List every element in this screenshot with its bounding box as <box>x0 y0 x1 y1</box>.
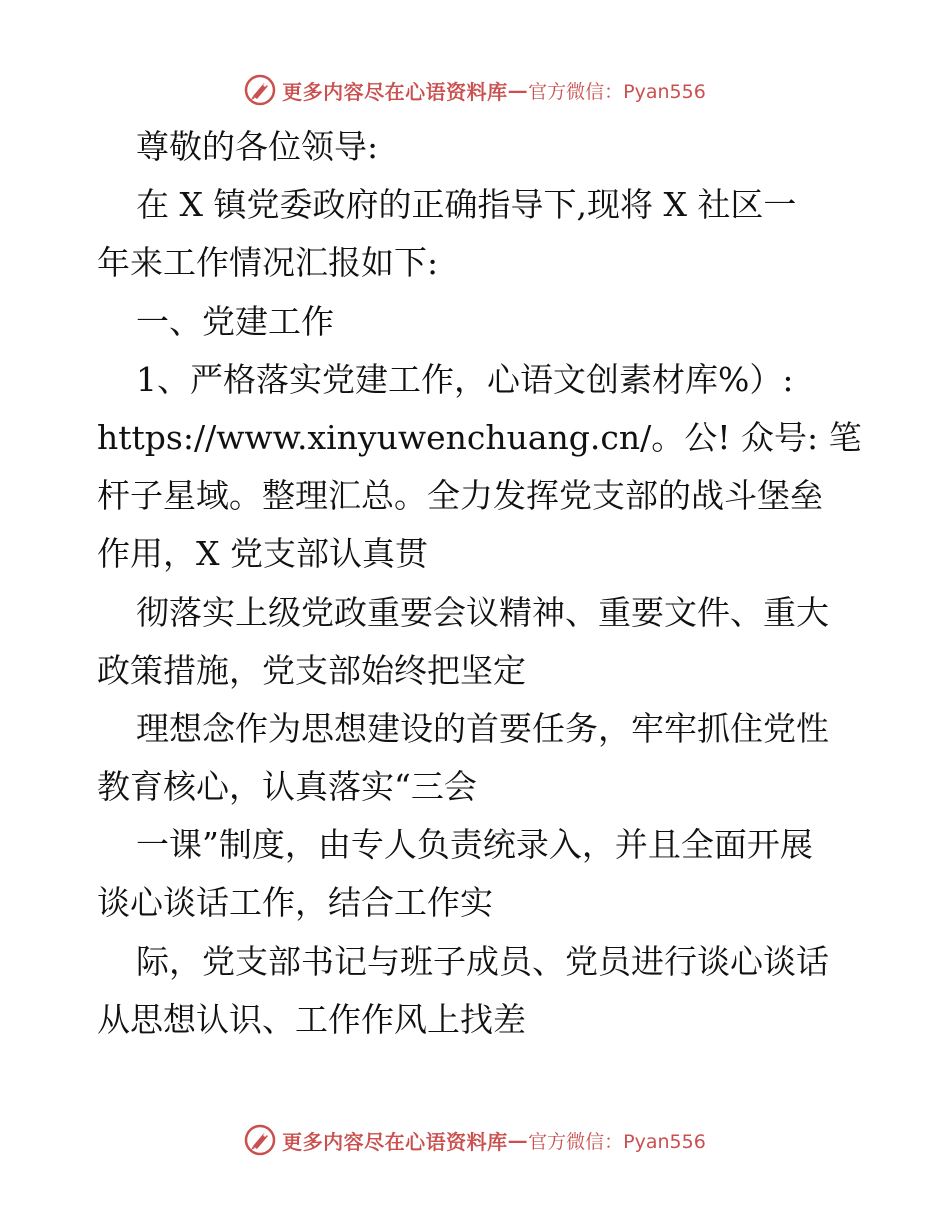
header-watermark-banner <box>0 70 950 110</box>
paragraph-line: https://www.xinyuwenchuang.cn/。公! 众号: 笔 <box>97 417 862 457</box>
paragraph-line: 一课”制度，由专人负责统录入，并且全面开展 <box>136 825 813 865</box>
banner-site-text: 更多内容尽在心语资料库 <box>282 79 508 104</box>
paragraph-line: 1、严格落实党建工作，心语文创素材库%）: <box>136 359 794 399</box>
paragraph-line: 作用，X 党支部认真贯 <box>97 534 428 574</box>
paragraph-line: 杆子星域。整理汇总。全力发挥党支部的战斗堡垒 <box>97 476 823 516</box>
banner-separator: — <box>507 1128 529 1152</box>
paragraph-line: 彻落实上级党政重要会议精神、重要文件、重大 <box>136 592 829 632</box>
document-body <box>97 118 862 1049</box>
pen-nib-logo-icon <box>244 1124 276 1156</box>
paragraph-line: 政策措施，党支部始终把坚定 <box>97 650 526 690</box>
paragraph-line: 际，党支部书记与班子成员、党员进行谈心谈话 <box>136 941 829 981</box>
footer-watermark-banner <box>0 1120 950 1160</box>
banner-wechat-text: 官方微信：Pyan556 <box>528 80 706 103</box>
paragraph-line: 从思想认识、工作作风上找差 <box>97 999 526 1039</box>
salutation: 尊敬的各位领导: <box>136 127 379 166</box>
paragraph-line: 理想念作为思想建设的首要任务，牢牢抓住党性 <box>136 708 829 748</box>
paragraph-line: 在 X 镇党委政府的正确指导下,现将 X 社区一 <box>136 185 797 225</box>
banner-separator: — <box>507 78 529 102</box>
paragraph-line: 教育核心，认真落实“三会 <box>97 767 477 807</box>
banner-wechat-text: 官方微信：Pyan556 <box>528 1130 706 1153</box>
paragraph-line: 谈心谈话工作，结合工作实 <box>97 883 493 923</box>
section-heading: 一、党建工作 <box>136 301 334 341</box>
paragraph-line: 年来工作情况汇报如下: <box>97 243 439 283</box>
pen-nib-logo-icon <box>244 74 276 106</box>
banner-site-text: 更多内容尽在心语资料库 <box>282 1129 508 1154</box>
